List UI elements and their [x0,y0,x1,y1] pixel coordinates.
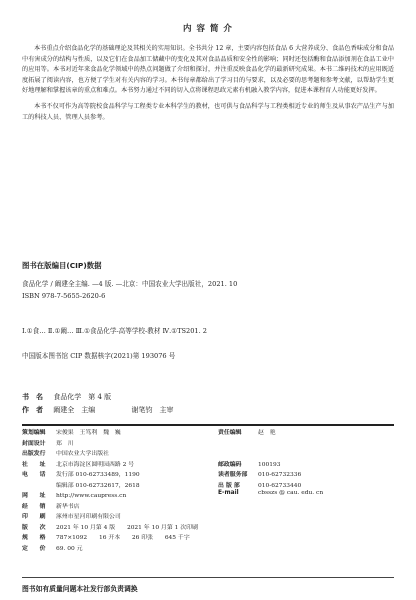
intro-body [22,44,394,128]
intro-paragraph: 本书重点介绍食品化学的基础理论及其相关的实用知识。全书共分 12 章，主要内容包括食品 6 大营养成分、食品色香味成分和食品中有害成分的结构与性质，以及它们在食品加工储藏中的变化及其对食品品质和安全性的影响；同时还包括酶和食品添加剂在食品工业中的应用等。本书对近年来食品化学领域中的热点问题做了介绍和探讨，并注重反映食品化学的最新研究成果。本书二维码技术的应用既适度拓展了阅读内容，也方便了学生对有关内容的学习。本书每章都给出了学习目的与要求，以及必要的思考题和参考文献，以帮助学生更好地理解和掌握该章的重点和难点。本书努力通过不同的切入点将课程思政元素有机融入教学内容，促进本课程育人功能更好发挥。 [22,45,394,95]
publication-row-value: 中国农业大学出版社 [56,451,110,457]
publication-row-label: 策划编辑 [22,430,46,436]
publication-row-right [218,469,301,478]
publication-row-value: 赵 艳 [258,430,276,436]
publication-row-label: E-mail [218,490,239,496]
publication-row-label: 网 址 [22,493,46,499]
publication-row-right [218,459,281,468]
publication-row-label: 经 销 [22,503,46,510]
publication-row-label: 规 格 [22,535,46,541]
publication-row-label: 邮政编码 [218,461,242,468]
publication-row [22,522,198,531]
publication-row [22,469,140,478]
publication-row-label: 社 址 [22,461,46,468]
publication-row-value: 100193 [258,461,281,468]
publication-row-right [218,427,276,436]
footer-note: 图书如有质量问题本社发行部负责调换 [22,585,138,593]
publication-row [22,480,140,489]
author-value: 阚建全 主编 [53,406,96,414]
publication-row-value: 郑 川 [56,440,74,447]
publication-row [22,427,121,436]
cip-title: 图书在版编目(CIP)数据 [22,261,102,270]
isbn: ISBN 978-7-5655-2620-6 [22,292,106,300]
publication-row-value: 北京市海淀区圆明园西路 2 号 [56,461,135,468]
publication-row-value: 发行部 010-62733489，1190 [56,472,140,478]
publication-row-label: 印 刷 [22,514,46,520]
book-title-label: 书 名 [22,393,43,401]
publication-row-label: 版 次 [22,524,46,531]
cip-classification: Ⅰ.①食… Ⅱ.①阚… Ⅲ.①食品化学-高等学校-教材 Ⅳ.①TS201. 2 [22,327,208,335]
reviewer-value: 谢笔钧 主审 [131,406,174,414]
publication-row-value: 编辑部 010-62732617，2618 [56,482,140,489]
table-bottom-rule [22,577,394,578]
publication-row [22,459,134,468]
publication-row-label: 出版发行 [22,451,46,457]
publication-row-label: 出 版 部 [218,482,240,489]
publication-row [22,490,126,499]
cip-record [22,278,237,302]
publication-row-value: 69. 00 元 [56,545,83,552]
publication-row-label: 读者服务部 [218,472,248,478]
publication-row-value: http://www.caupress.cn [56,493,127,499]
intro-paragraph: 本书不仅可作为高等院校食品科学与工程类专业本科学生的教材，也可供与食品科学与工程类相近专业的师生及从事农产品生产与加工的科技人员、管理人员参考。 [22,102,394,121]
publication-row-value: 010-62732336 [258,472,302,478]
publication-row [22,501,80,510]
publication-row-label: 责任编辑 [218,430,242,436]
table-top-rule [22,424,394,426]
publication-row-value: 宋俊果 王笃利 魏 巍 [56,430,121,436]
publication-row [22,438,74,447]
cip-line: 食品化学 / 阚建全主编. —4 版. —北京：中国农业大学出版社，2021. 10 [22,280,238,288]
intro-title: 内 容 简 介 [183,24,233,34]
publication-row [22,448,109,457]
author-label: 作 者 [22,406,43,414]
book-title: 食品化学 第 4 版 [53,393,112,401]
publication-row [22,532,190,541]
publication-row-value: 2021 年 10 月第 4 版 2021 年 10 月第 1 次印刷 [56,524,198,531]
publication-row [22,511,121,520]
book-title-row [22,392,111,402]
publication-row-value: cbsszs @ cau. edu. cn [258,490,324,496]
publication-row-right [218,480,301,489]
publication-row-label: 封面设计 [22,440,46,447]
publication-row-label: 电 话 [22,472,46,478]
publication-row-value: 787×1092 16 开本 26 印张 645 千字 [56,535,190,541]
author-row [22,405,173,415]
publication-row-right [218,490,323,496]
publication-row-value: 010-62733440 [258,482,302,489]
publication-row-label: 定 价 [22,545,46,552]
publication-row [22,543,83,552]
cip-check-number: 中国版本图书馆 CIP 数据核字(2021)第 193076 号 [22,352,176,360]
publication-row-value: 新华书店 [56,503,80,510]
publication-row-value: 涿州市星河印刷有限公司 [56,514,121,520]
